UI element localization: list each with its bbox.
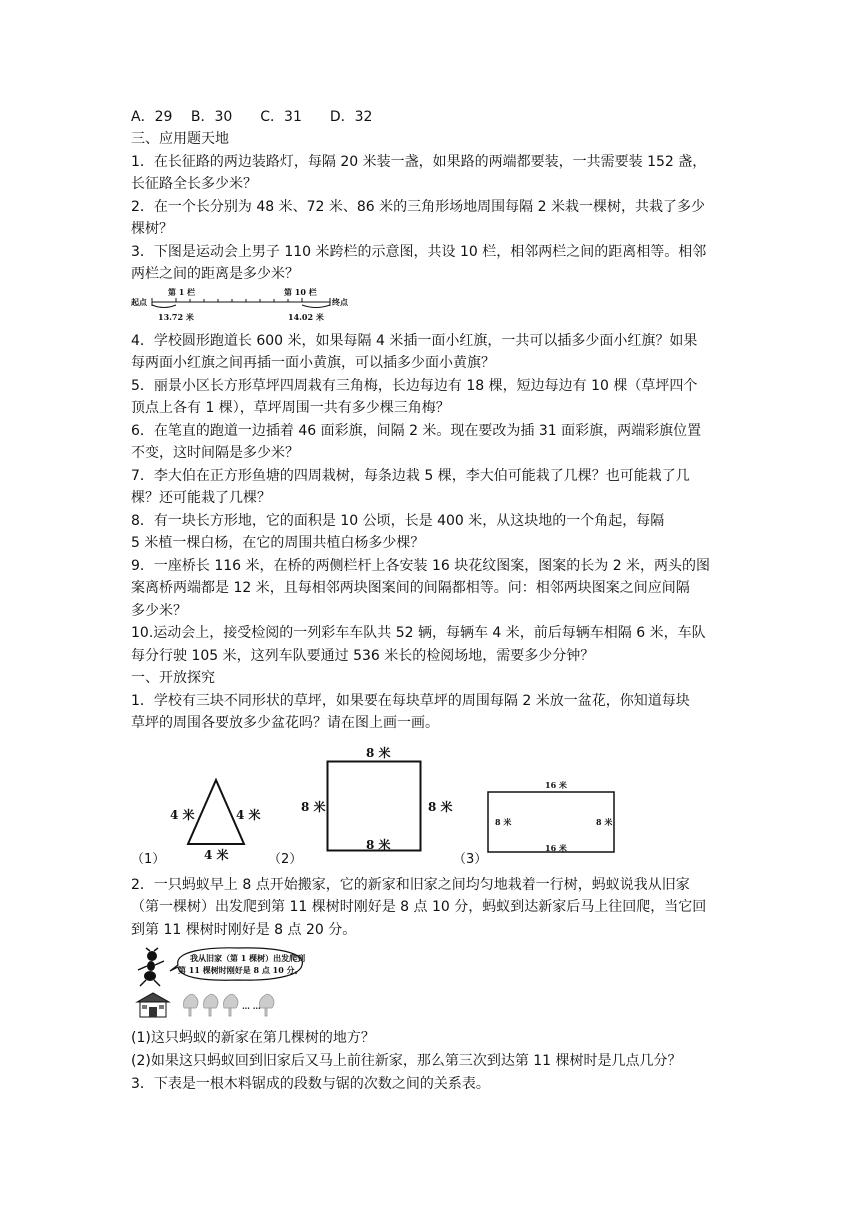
shape-number-3: （3） bbox=[453, 852, 488, 867]
question-5-line-1: 5．丽景小区长方形草坪四周栽有三角梅，长边每边有 18 棵，短边每边有 10 棵（草坪四个 bbox=[131, 378, 698, 394]
question-6-line-2: 不变，这时间隔是多少米？ bbox=[131, 445, 299, 461]
question-4-line-2: 每两面小红旗之间再插一面小黄旗，可以插多少面小黄旗？ bbox=[131, 355, 495, 371]
question-9-line-2: 案离桥两端都是 12 米，且每相邻两块图案间的间隔都相等。问：相邻两块图案之间应间隔 bbox=[131, 580, 690, 596]
shape-number-2: （2） bbox=[268, 852, 303, 867]
choice-options: A．29 B．30 C．31 D．32 bbox=[131, 109, 373, 125]
hurdle-end-label: 终点 bbox=[332, 297, 348, 307]
section-heading-applications: 三、应用题天地 bbox=[131, 131, 229, 147]
open-2-subquestion-1: (1)这只蚂蚁的新家在第几棵树的地方？ bbox=[131, 1030, 375, 1046]
question-3-line-1: 3．下图是运动会上男子 110 米跨栏的示意图，共设 10 栏，相邻两栏之间的距离相等。相邻 bbox=[131, 244, 707, 260]
hurdle-tenth-label: 第 10 栏 bbox=[284, 287, 317, 297]
question-10-line-1: 10.运动会上，接受检阅的一列彩车车队共 52 辆，每辆车 4 米，前后每辆车相隔 6 米，车队 bbox=[131, 625, 706, 641]
question-8-line-1: 8．有一块长方形地，它的面积是 10 公顷，长是 400 米，从这块地的一个角起，每隔 bbox=[131, 513, 665, 529]
speech-bubble-line-1: 我从旧家（第 1 棵树）出发爬到 bbox=[190, 953, 306, 963]
triangle-left-label: 4 米 bbox=[170, 808, 195, 822]
hurdle-first-label: 第 1 栏 bbox=[168, 287, 196, 297]
hurdle-start-label: 起点 bbox=[131, 297, 147, 307]
hurdle-track-line bbox=[150, 294, 332, 312]
square-top-label: 8 米 bbox=[366, 746, 391, 760]
open-2-line-1: 2．一只蚂蚁早上 8 点开始搬家，它的新家和旧家之间均匀地栽着一行树，蚂蚁说我从旧家 bbox=[131, 877, 690, 893]
rectangle-left-label: 8 米 bbox=[495, 817, 512, 827]
open-1-line-2: 草坪的周围各要放多少盆花吗？请在图上画一画。 bbox=[131, 715, 439, 731]
hurdle-left-distance: 13.72 米 bbox=[158, 312, 194, 322]
open-2-subquestion-2: (2)如果这只蚂蚁回到旧家后又马上前往新家，那么第三次到达第 11 棵树时是几点几分？ bbox=[131, 1053, 682, 1069]
square-right-label: 8 米 bbox=[428, 800, 453, 814]
question-10-line-2: 每分行驶 105 米，这列车队要通过 536 米长的检阅场地，需要多少分钟？ bbox=[131, 648, 595, 664]
speech-bubble-shape bbox=[168, 945, 308, 983]
hurdle-right-distance: 14.02 米 bbox=[288, 312, 324, 322]
old-house-icon bbox=[136, 992, 170, 1018]
question-9-line-3: 多少米？ bbox=[131, 603, 187, 619]
shape-number-1: （1） bbox=[131, 852, 166, 867]
section-heading-open-exploration: 一、开放探究 bbox=[131, 670, 215, 686]
question-4-line-1: 4．学校圆形跑道长 600 米，如果每隔 4 米插一面小红旗，一共可以插多少面小红旗？如果 bbox=[131, 333, 698, 349]
question-6-line-1: 6．在笔直的跑道一边插着 46 面彩旗，间隔 2 米。现在要改为插 31 面彩旗，两端彩旗位置 bbox=[131, 423, 702, 439]
question-2-line-2: 棵树？ bbox=[131, 221, 173, 237]
speech-bubble-line-2: 第 11 棵树时刚好是 8 点 10 分。 bbox=[178, 965, 303, 975]
question-5-line-2: 顶点上各有 1 棵），草坪周围一共有多少棵三角梅？ bbox=[131, 400, 450, 416]
open-3-line-1: 3．下表是一根木料锯成的段数与锯的次数之间的关系表。 bbox=[131, 1076, 490, 1092]
tree-ellipsis: … … bbox=[242, 1001, 261, 1011]
square-left-label: 8 米 bbox=[301, 800, 326, 814]
square-bottom-label: 8 米 bbox=[366, 838, 391, 852]
question-9-line-1: 9．一座桥长 116 米，在桥的两侧栏杆上各安装 16 块花纹图案，图案的长为 2 米，两头的图 bbox=[131, 558, 711, 574]
triangle-right-label: 4 米 bbox=[236, 808, 261, 822]
open-2-line-2: （第一棵树）出发爬到第 11 棵树时刚好是 8 点 10 分，蚂蚁到达新家后马上往回爬，当它回 bbox=[131, 899, 707, 915]
tree-row-icons bbox=[182, 992, 282, 1018]
rectangle-bottom-label: 16 米 bbox=[545, 843, 567, 853]
rectangle-right-label: 8 米 bbox=[596, 817, 613, 827]
open-1-line-1: 1．学校有三块不同形状的草坪，如果要在每块草坪的周围每隔 2 米放一盆花，你知道每块 bbox=[131, 693, 690, 709]
question-2-line-1: 2．在一个长分别为 48 米、72 米、86 米的三角形场地周围每隔 2 米栽一棵树，共栽了多少 bbox=[131, 199, 705, 215]
open-2-line-3: 到第 11 棵树时刚好是 8 点 20 分。 bbox=[131, 922, 357, 938]
question-3-line-2: 两栏之间的距离是多少米？ bbox=[131, 266, 299, 282]
question-8-line-2: 5 米植一棵白杨，在它的周围共植白杨多少棵？ bbox=[131, 535, 425, 551]
question-7-line-2: 棵？还可能栽了几棵？ bbox=[131, 490, 271, 506]
question-7-line-1: 7．李大伯在正方形鱼塘的四周栽树，每条边栽 5 棵，李大伯可能栽了几棵？也可能栽了几 bbox=[131, 468, 690, 484]
question-1-line-1: 1．在长征路的两边装路灯，每隔 20 米装一盏，如果路的两端都要装，一共需要装 152 盏， bbox=[131, 154, 707, 170]
triangle-bottom-label: 4 米 bbox=[204, 848, 229, 862]
question-1-line-2: 长征路全长多少米？ bbox=[131, 176, 257, 192]
rectangle-top-label: 16 米 bbox=[545, 780, 567, 790]
